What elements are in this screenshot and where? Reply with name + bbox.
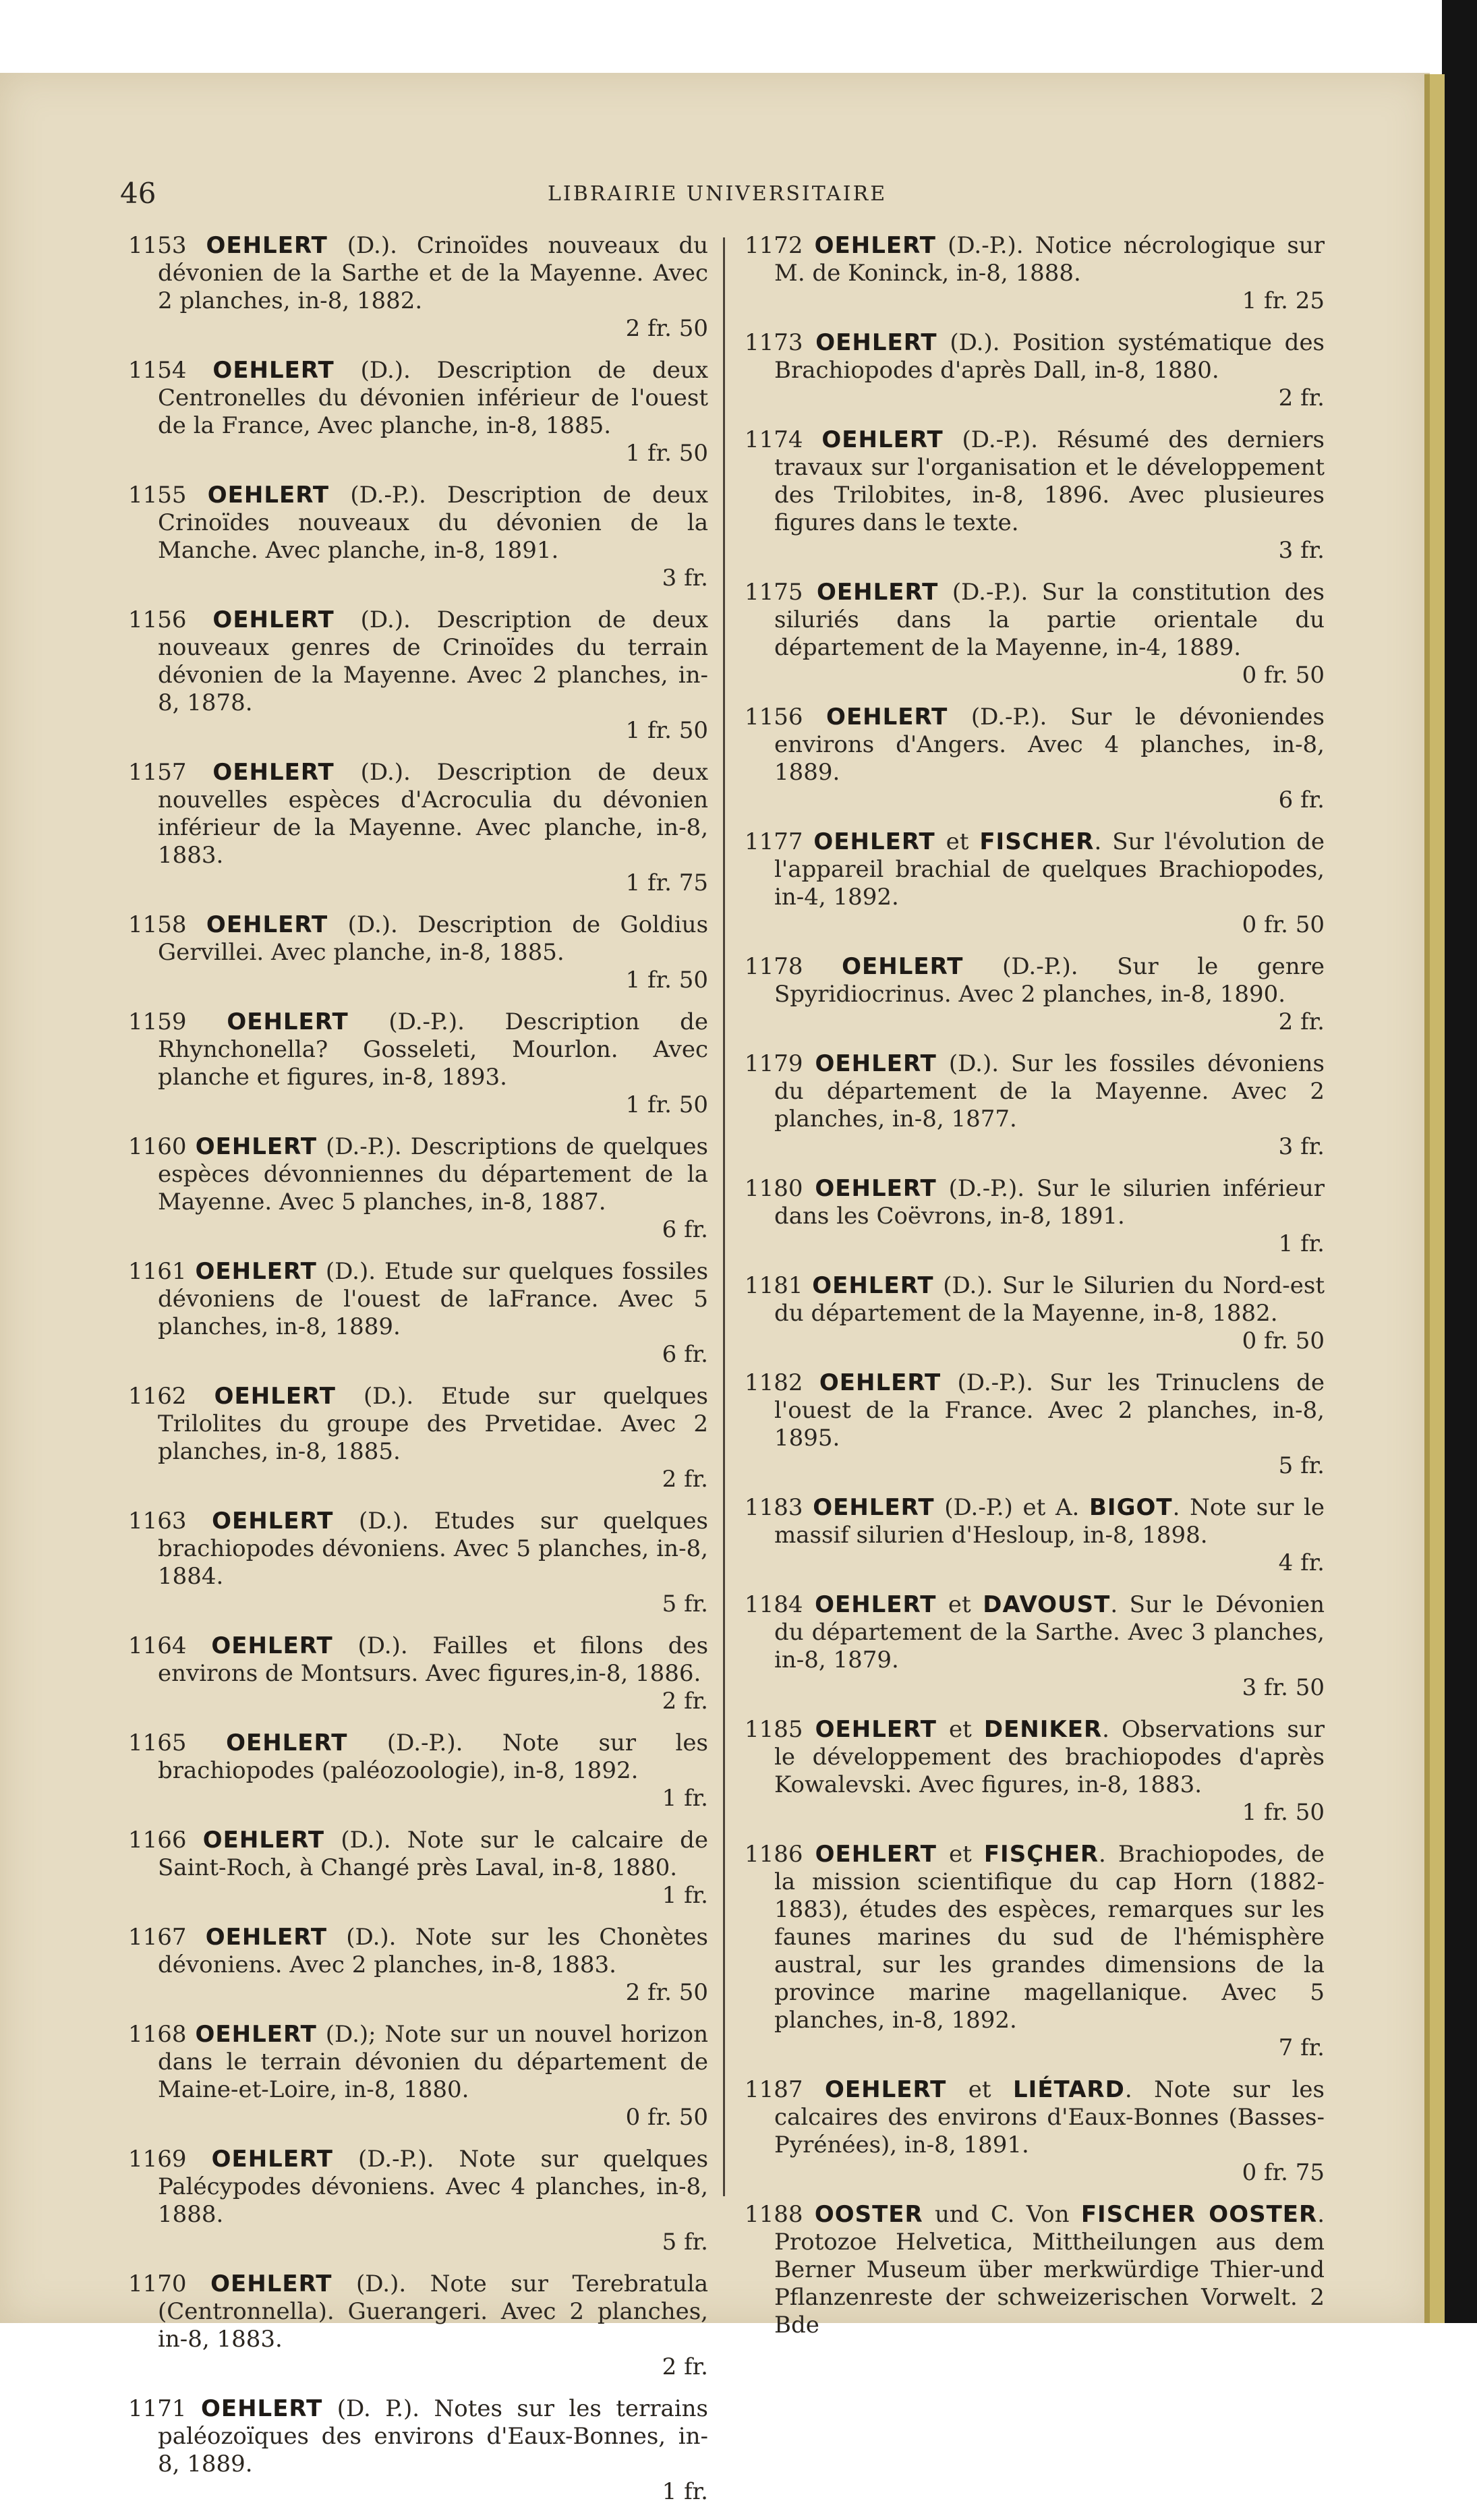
- entry-conjunction: et: [935, 828, 980, 855]
- entry-conjunction: et: [946, 2076, 1013, 2103]
- entry-number: 1167: [128, 1924, 187, 1951]
- entry-price: 1 fr. 25: [1242, 287, 1325, 314]
- entry-author: OEHLERT: [842, 953, 964, 980]
- entry-price: 0 fr. 75: [1242, 2159, 1325, 2186]
- entry-author: OEHLERT: [226, 1729, 348, 1756]
- entry-author: OEHLERT: [195, 2021, 317, 2048]
- entry-author: OEHLERT: [815, 329, 937, 356]
- entry-price: 0 fr. 50: [1242, 1327, 1325, 1354]
- catalog-entry: [745, 1175, 1325, 1258]
- entry-description: (D.-P.). Description de Rhynchonella? Gosseleti, Mourlon. Avec planche et figures, in-8, 1893.: [158, 1008, 708, 1091]
- entry-description: (D.-P.). Sur la constitution des siluriés dans la partie orientale du département de la Mayenne, in-4, 1889.: [774, 579, 1325, 661]
- entry-price: 2 fr.: [662, 1466, 708, 1493]
- entry-author: OEHLERT: [212, 1508, 334, 1535]
- entry-price: 2 fr.: [1278, 1008, 1325, 1035]
- entry-author: OEHLERT: [819, 1369, 942, 1396]
- entry-author: OEHLERT: [815, 1841, 937, 1868]
- entry-author: OEHLERT: [815, 1716, 937, 1743]
- entry-coauthor: FISÇHER: [983, 1841, 1099, 1868]
- entry-number: 1184: [745, 1591, 803, 1618]
- page-edge: [1430, 74, 1445, 2323]
- entry-number: 1172: [745, 232, 803, 259]
- entry-author: OEHLERT: [813, 1494, 935, 1521]
- entry-number: 1183: [745, 1494, 803, 1521]
- entry-coauthor: DAVOUST: [983, 1591, 1111, 1618]
- catalog-entry: [745, 329, 1325, 412]
- entry-description: . Sur le Dévonien du département de la Sarthe. Avec 3 planches, in-8, 1879.: [774, 1591, 1325, 1673]
- entry-description: (D.). Description de deux nouveaux genres de Crinoïdes du terrain dévonien de la Mayenne. Avec 2 planches, in-8, 1878.: [158, 606, 708, 716]
- entry-conjunction: et: [936, 1841, 984, 1868]
- catalog-entry: [128, 2146, 708, 2256]
- entry-number: 1175: [745, 579, 803, 606]
- entry-description: (D.). Crinoïdes nouveaux du dévonien de la Sarthe et de la Mayenne. Avec 2 planches, in-8, 1882.: [158, 232, 709, 314]
- entry-author: OEHLERT: [815, 1175, 937, 1202]
- entry-coauthor: LIÉTARD: [1013, 2076, 1125, 2103]
- entry-number: 1156: [745, 704, 803, 731]
- entry-number: 1154: [128, 357, 187, 384]
- entry-price: 4 fr.: [1278, 1549, 1325, 1576]
- entry-author: OEHLERT: [206, 232, 328, 259]
- entry-description: . Brachiopodes, de la mission scientifique du cap Horn (1882-1883), études des espèces, remarques sur les faunes marines du sud de l'hémisphère austral, sur les grandes dimensions de la province marine magellanique. Avec 5 planches, in-8, 1892.: [774, 1841, 1325, 2034]
- entry-number: 1178: [745, 953, 803, 980]
- entry-author: OEHLERT: [211, 1632, 333, 1659]
- entry-price: 1 fr.: [662, 1785, 708, 1812]
- entry-conjunction: et: [936, 1716, 984, 1743]
- entry-price: 7 fr.: [1278, 2034, 1325, 2061]
- entry-number: 1170: [128, 2270, 187, 2297]
- entry-number: 1179: [745, 1050, 803, 1077]
- catalog-entry: [128, 482, 708, 592]
- entry-coauthor: FISCHER: [979, 828, 1095, 855]
- entry-description: (D.). Note sur le calcaire de Saint-Roch, à Changé près Laval, in-8, 1880.: [158, 1827, 708, 1881]
- catalog-entry: [745, 1494, 1325, 1577]
- entry-description: (D.). Etudes sur quelques brachiopodes dévoniens. Avec 5 planches, in-8, 1884.: [158, 1508, 708, 1590]
- entry-number: 1174: [745, 426, 803, 453]
- left-column: [128, 232, 708, 2520]
- entry-price: 1 fr. 75: [625, 869, 708, 896]
- entry-price: 3 fr. 50: [1242, 1674, 1325, 1701]
- entry-number: 1181: [745, 1272, 803, 1299]
- entry-description: (D.-P.). Description de deux Crinoïdes nouveaux du dévonien de la Manche. Avec planche, in-8, 1891.: [158, 482, 708, 564]
- entry-price: 1 fr.: [662, 1882, 708, 1909]
- entry-author: OEHLERT: [200, 2395, 323, 2422]
- entry-description: (D.-P.). Descriptions de quelques espèces dévonniennes du département de la Mayenne. Avec 5 planches, in-8, 1887.: [158, 1133, 708, 1215]
- catalog-entry: [745, 704, 1325, 814]
- entry-description: . Note sur les calcaires des environs d'Eaux-Bonnes (Basses-Pyrénées), in-8, 1891.: [774, 2076, 1325, 2158]
- entry-author: OEHLERT: [815, 1050, 937, 1077]
- entry-description: (D.). Etude sur quelques fossiles dévoniens de l'ouest de laFrance. Avec 5 planches, in-8, 1889.: [158, 1258, 709, 1340]
- entry-number: 1159: [128, 1008, 187, 1035]
- catalog-entry: [128, 1383, 708, 1493]
- entry-number: 1166: [128, 1827, 187, 1854]
- entry-price: 3 fr.: [1278, 537, 1325, 564]
- entry-price: 0 fr. 50: [1242, 662, 1325, 689]
- entry-author: OEHLERT: [227, 1008, 349, 1035]
- right-column: [745, 232, 1325, 2353]
- entry-description: (D.). Note sur Terebratula (Centronnella). Guerangeri. Avec 2 planches, in-8, 1883.: [158, 2270, 708, 2353]
- entry-author: OEHLERT: [815, 1591, 937, 1618]
- entry-number: 1168: [128, 2021, 187, 2048]
- entry-author: OEHLERT: [207, 482, 330, 509]
- entry-price: 6 fr.: [662, 1216, 708, 1243]
- scan-background: [1442, 0, 1477, 2323]
- entry-price: 1 fr. 50: [1242, 1799, 1325, 1826]
- entry-number: 1188: [745, 2201, 803, 2228]
- entry-conjunction: et: [936, 1591, 983, 1618]
- entry-author: OEHLERT: [826, 704, 948, 731]
- catalog-entry: [745, 2076, 1325, 2187]
- entry-number: 1187: [745, 2076, 803, 2103]
- catalog-entry: [128, 1008, 708, 1119]
- entry-description: (D.-P.). Sur le genre Spyridiocrinus. Avec 2 planches, in-8, 1890.: [774, 953, 1325, 1008]
- page-edge-shadow: [1424, 74, 1430, 2323]
- catalog-entry: [128, 1508, 708, 1618]
- catalog-entry: [745, 232, 1325, 315]
- entry-author: OEHLERT: [821, 426, 944, 453]
- entry-number: 1153: [128, 232, 187, 259]
- entry-author: OEHLERT: [205, 1924, 328, 1951]
- entry-price: 6 fr.: [662, 1341, 708, 1368]
- entry-number: 1156: [128, 606, 187, 633]
- catalog-entry: [745, 1272, 1325, 1355]
- catalog-entry: [128, 911, 708, 994]
- running-title: LIBRAIRIE UNIVERSITAIRE: [548, 182, 888, 206]
- entry-description: (D. P.). Notes sur les terrains paléozoïques des environs d'Eaux-Bonnes, in-8, 1889.: [158, 2395, 709, 2478]
- entry-description: (D.). Etude sur quelques Trilolites du groupe des Prvetidae. Avec 2 planches, in-8, 1885.: [158, 1383, 709, 1465]
- entry-author: OEHLERT: [211, 2146, 333, 2173]
- entry-conjunction: (D.-P.) et A.: [934, 1494, 1090, 1521]
- entry-coauthor: DENIKER: [983, 1716, 1103, 1743]
- entry-number: 1165: [128, 1729, 187, 1756]
- entry-description: . Observations sur le développement des brachiopodes d'après Kowalevski. Avec figures, in-8, 1883.: [774, 1716, 1325, 1798]
- entry-author: OEHLERT: [210, 2270, 332, 2297]
- entry-description: (D.). Sur les fossiles dévoniens du département de la Mayenne. Avec 2 planches, in-8, 1877.: [774, 1050, 1325, 1133]
- entry-price: 2 fr.: [662, 2353, 708, 2380]
- entry-number: 1177: [745, 828, 803, 855]
- entry-price: 3 fr.: [662, 565, 708, 592]
- catalog-entry: [128, 232, 708, 343]
- entry-price: 0 fr. 50: [625, 2104, 708, 2131]
- catalog-entry: [745, 1841, 1325, 2062]
- entry-author: OEHLERT: [206, 911, 328, 938]
- column-rule: [723, 237, 725, 2196]
- entry-description: . Note sur le massif silurien d'Hesloup, in-8, 1898.: [774, 1494, 1325, 1549]
- entry-author: OEHLERT: [812, 1272, 934, 1299]
- entry-description: (D.-P.). Résumé des derniers travaux sur l'organisation et le développement des Trilobites, in-8, 1896. Avec plusieures figures dans le texte.: [774, 426, 1325, 536]
- entry-description: (D.). Sur le Silurien du Nord-est du département de la Mayenne, in-8, 1882.: [774, 1272, 1325, 1327]
- entry-price: 1 fr. 50: [625, 717, 708, 744]
- entry-description: (D.). Note sur les Chonètes dévoniens. Avec 2 planches, in-8, 1883.: [158, 1924, 709, 1978]
- entry-price: 1 fr. 50: [625, 440, 708, 467]
- entry-number: 1171: [128, 2395, 187, 2422]
- catalog-entry: [128, 1133, 708, 1244]
- entry-number: 1161: [128, 1258, 187, 1285]
- entry-author: OEHLERT: [814, 232, 936, 259]
- entry-description: (D.-P.). Note sur quelques Palécypodes dévoniens. Avec 4 planches, in-8, 1888.: [158, 2146, 709, 2228]
- entry-description: (D.-P.). Notice nécrologique sur M. de Koninck, in-8, 1888.: [774, 232, 1325, 287]
- entry-author: OEHLERT: [212, 606, 335, 633]
- catalog-entry: [745, 828, 1325, 939]
- entry-price: 2 fr.: [1278, 384, 1325, 411]
- catalog-entry: [745, 1050, 1325, 1161]
- entry-number: 1180: [745, 1175, 803, 1202]
- entry-price: 1 fr.: [1278, 1230, 1325, 1257]
- entry-description: . Protozoe Helvetica, Mittheilungen aus dem Berner Museum über merkwürdige Thier-und Pflanzenreste der schweizerischen Vorwelt. 2 Bde: [774, 2201, 1325, 2339]
- catalog-entry: [128, 606, 708, 745]
- entry-price: 6 fr.: [1278, 786, 1325, 813]
- entry-description: (D.); Note sur un nouvel horizon dans le terrain dévonien du département de Maine-et-Loire, in-8, 1880.: [158, 2021, 708, 2103]
- entry-author: OEHLERT: [817, 579, 939, 606]
- entry-description: . Sur l'évolution de l'appareil brachial de quelques Brachiopodes, in-4, 1892.: [774, 828, 1325, 911]
- entry-price: 5 fr.: [662, 2229, 708, 2256]
- entry-author: OEHLERT: [212, 357, 335, 384]
- entry-author: OEHLERT: [813, 828, 935, 855]
- entry-description: (D.). Failles et filons des environs de Montsurs. Avec figures,in-8, 1886.: [158, 1632, 709, 1687]
- entry-description: (D.). Description de deux Centronelles du dévonien inférieur de l'ouest de la France, Avec planche, in-8, 1885.: [158, 357, 708, 439]
- entry-conjunction: und C. Von: [923, 2201, 1081, 2228]
- entry-price: 1 fr. 50: [625, 967, 708, 994]
- entry-author: OOSTER: [814, 2201, 923, 2228]
- entry-number: 1157: [128, 759, 187, 786]
- catalog-entry: [745, 2201, 1325, 2339]
- entry-price: 5 fr.: [662, 1591, 708, 1617]
- entry-number: 1186: [745, 1841, 803, 1868]
- catalog-entry: [745, 426, 1325, 565]
- entry-description: (D.-P.). Sur le dévoniendes environs d'Angers. Avec 4 planches, in-8, 1889.: [774, 704, 1325, 786]
- entry-coauthor: FISCHER OOSTER: [1080, 2201, 1318, 2228]
- entry-author: OEHLERT: [195, 1258, 317, 1285]
- entry-price: 2 fr. 50: [625, 1979, 708, 2006]
- entry-description: (D.). Description de deux nouvelles espèces d'Acroculia du dévonien inférieur de la Mayenne. Avec planche, in-8, 1883.: [158, 759, 708, 869]
- catalog-entry: [745, 1591, 1325, 1702]
- entry-author: OEHLERT: [212, 759, 335, 786]
- entry-number: 1185: [745, 1716, 803, 1743]
- entry-number: 1160: [128, 1133, 187, 1160]
- entry-number: 1158: [128, 911, 187, 938]
- catalog-entry: [128, 357, 708, 467]
- entry-author: OEHLERT: [824, 2076, 947, 2103]
- entry-author: OEHLERT: [195, 1133, 318, 1160]
- entry-description: (D.). Description de Goldius Gervillei. Avec planche, in-8, 1885.: [158, 911, 709, 966]
- entry-price: 1 fr.: [662, 2478, 708, 2505]
- catalog-entry: [128, 1729, 708, 1812]
- entry-number: 1169: [128, 2146, 187, 2173]
- catalog-entry: [128, 759, 708, 897]
- entry-number: 1163: [128, 1508, 187, 1535]
- entry-author: OEHLERT: [214, 1383, 336, 1410]
- catalog-entry: [128, 1827, 708, 1910]
- catalog-entry: [128, 1924, 708, 2007]
- entry-number: 1164: [128, 1632, 187, 1659]
- entry-coauthor: BIGOT: [1089, 1494, 1173, 1521]
- catalog-entry: [745, 953, 1325, 1036]
- entry-description: (D.-P.). Sur les Trinuclens de l'ouest de la France. Avec 2 planches, in-8, 1895.: [774, 1369, 1325, 1452]
- entry-price: 1 fr. 50: [625, 1091, 708, 1118]
- entry-number: 1162: [128, 1383, 187, 1410]
- catalog-entry: [745, 1369, 1325, 1480]
- entry-price: 3 fr.: [1278, 1133, 1325, 1160]
- entry-description: (D.). Position systématique des Brachiopodes d'après Dall, in-8, 1880.: [774, 329, 1325, 384]
- catalog-entry: [745, 1716, 1325, 1827]
- entry-author: OEHLERT: [202, 1827, 325, 1854]
- catalog-entry: [128, 2021, 708, 2131]
- entry-description: (D.-P.). Note sur les brachiopodes (paléozoologie), in-8, 1892.: [158, 1729, 709, 1784]
- catalog-entry: [128, 2395, 708, 2506]
- entry-price: 0 fr. 50: [1242, 911, 1325, 938]
- entry-number: 1155: [128, 482, 187, 509]
- catalog-entry: [128, 2270, 708, 2381]
- entry-number: 1182: [745, 1369, 803, 1396]
- catalog-entry: [128, 1632, 708, 1715]
- catalog-entry: [745, 579, 1325, 689]
- page-number: 46: [120, 177, 156, 210]
- catalog-entry: [128, 1258, 708, 1369]
- entry-price: 2 fr.: [662, 1688, 708, 1715]
- entry-price: 2 fr. 50: [625, 315, 708, 342]
- entry-price: 5 fr.: [1278, 1452, 1325, 1479]
- entry-description: (D.-P.). Sur le silurien inférieur dans les Coëvrons, in-8, 1891.: [774, 1175, 1325, 1230]
- entry-number: 1173: [745, 329, 803, 356]
